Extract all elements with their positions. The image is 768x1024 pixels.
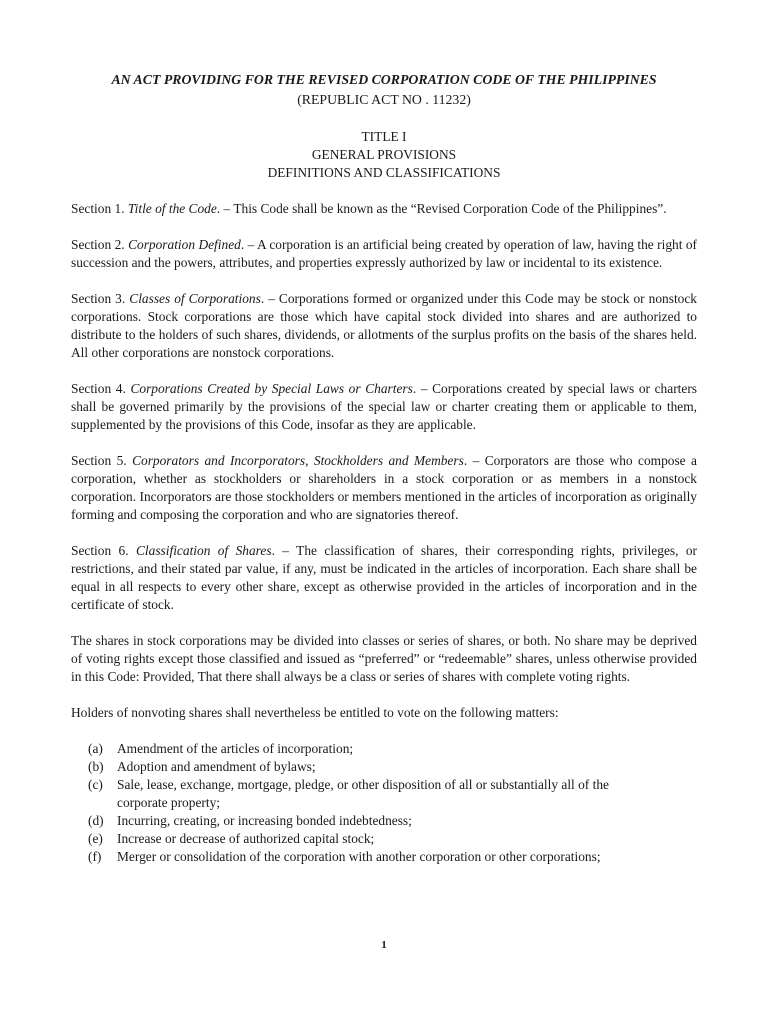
section-name: Corporations Created by Special Laws or Charters (130, 381, 413, 396)
section-body: . – Corporations created by special laws or charters shall be governed primarily by the provisions of the special law or charter creating them or applicable to them, supplemented by the provisions of this Code, insofar as they are applicable. (71, 381, 697, 432)
list-item (71, 848, 697, 866)
list-item (71, 830, 697, 848)
list-text: Increase or decrease of authorized capital stock; (117, 831, 375, 846)
section-number: Section 5. (71, 453, 127, 468)
list-item (71, 758, 697, 776)
section-4 (71, 380, 697, 434)
list-marker: (b) (88, 759, 104, 774)
document-subtitle: (REPUBLIC ACT NO . 11232) (297, 92, 471, 107)
shares-classes-paragraph: The shares in stock corporations may be divided into classes or series of shares, or both. No share may be deprived of voting rights except those classified and issued as “preferred” or “redeemable” shares, unless otherwise provided in this Code: Provided, That there shall always be a class or series of shares with complete voting rights. (71, 633, 697, 684)
section-body: . – Corporators are those who compose a corporation, whether as stockholders or shareholders in a stock corporation or as members in a nonstock corporation. Incorporators are those stockholders or members mentioned in the articles of incorporation as originally forming and composing the corporation and who are signatories thereof. (71, 453, 697, 522)
list-text: Amendment of the articles of incorporation; (117, 741, 354, 756)
title-number: TITLE I (361, 129, 407, 144)
title-heading (71, 128, 697, 182)
list-marker: (c) (88, 777, 103, 792)
section-body: . – The classification of shares, their corresponding rights, privileges, or restrictions, and their stated par value, if any, must be indicated in the articles of incorporation. Each share shall be equal in all respects to every other share, except as otherwise provided in the articles of incorporation and in the certificate of stock. (71, 543, 697, 612)
title-name: GENERAL PROVISIONS (311, 147, 457, 162)
section-name: Corporators and Incorporators, Stockholders and Members (132, 453, 464, 468)
page-number: 1 (381, 939, 387, 951)
list-text: Sale, lease, exchange, mortgage, pledge, or other disposition of all or substantially all of the corporate property; (117, 777, 609, 810)
list-item (71, 776, 697, 812)
document-page (71, 70, 697, 866)
section-name: Title of the Code (127, 201, 217, 216)
list-item (71, 740, 697, 758)
voting-matters-list (71, 740, 697, 866)
nonvoting-intro-paragraph: Holders of nonvoting shares shall nevertheless be entitled to vote on the following matters: (71, 705, 559, 720)
section-number: Section 1. (71, 201, 125, 216)
list-marker: (a) (88, 741, 103, 756)
section-number: Section 6. (71, 543, 129, 558)
list-marker: (d) (88, 813, 104, 828)
list-marker: (e) (88, 831, 103, 846)
section-6 (71, 542, 697, 614)
list-text: Adoption and amendment of bylaws; (117, 759, 316, 774)
chapter-name: DEFINITIONS AND CLASSIFICATIONS (267, 165, 501, 180)
section-1 (71, 200, 697, 218)
section-name: Classification of Shares (136, 543, 272, 558)
list-item (71, 812, 697, 830)
section-number: Section 2. (71, 237, 125, 252)
section-number: Section 4. (71, 381, 126, 396)
list-text: Merger or consolidation of the corporation with another corporation or other corporations; (117, 849, 601, 864)
list-marker: (f) (88, 849, 102, 864)
section-2 (71, 236, 697, 272)
section-body: . – This Code shall be known as the “Revised Corporation Code of the Philippines”. (216, 201, 667, 216)
section-name: Corporation Defined (128, 237, 241, 252)
section-5 (71, 452, 697, 524)
list-text: Incurring, creating, or increasing bonded indebtedness; (117, 813, 412, 828)
document-title: AN ACT PROVIDING FOR THE REVISED CORPORATION CODE OF THE PHILIPPINES (111, 72, 657, 87)
section-body: . – A corporation is an artificial being created by operation of law, having the right of succession and the powers, attributes, and properties expressly authorized by law or incidental to its existence. (71, 237, 698, 270)
section-body: . – Corporations formed or organized under this Code may be stock or nonstock corporations. Stock corporations are those which have capital stock divided into shares and are authorized to distribute to the holders of such shares, dividends, or allotments of the surplus profits on the basis of the shares held. All other corporations are nonstock corporations. (71, 291, 697, 360)
section-name: Classes of Corporations (129, 291, 261, 306)
section-number: Section 3. (71, 291, 126, 306)
section-3 (71, 290, 697, 362)
